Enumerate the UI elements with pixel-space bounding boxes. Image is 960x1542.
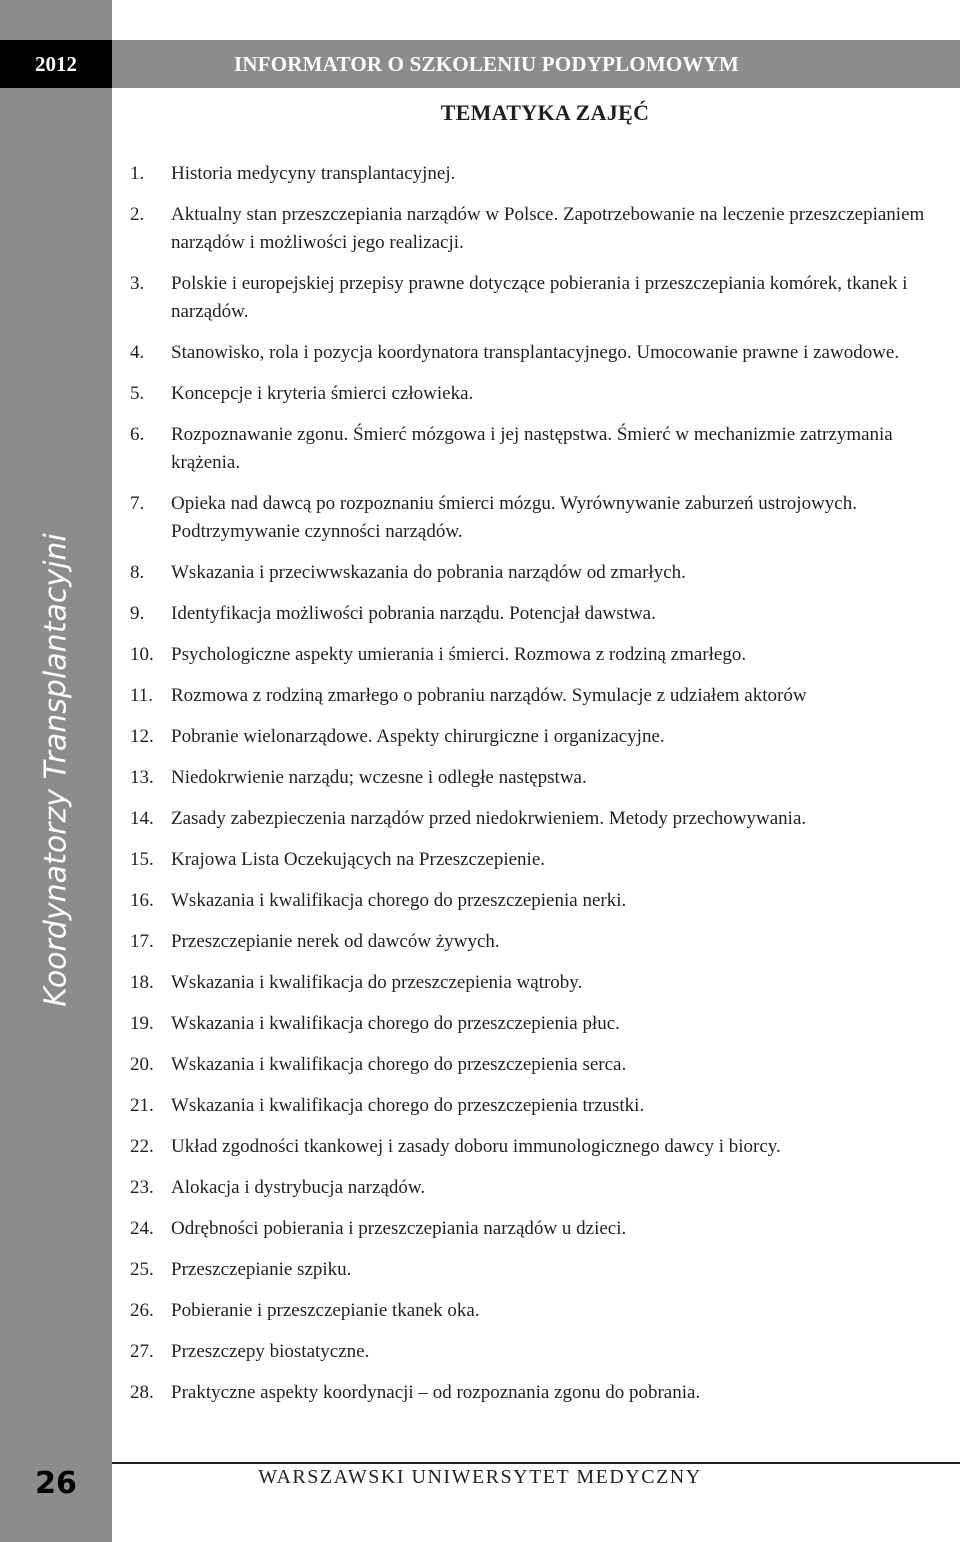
topic-text: Przeszczepianie nerek od dawców żywych. <box>171 931 500 952</box>
topic-number: 11. <box>130 685 154 706</box>
topic-number: 24. <box>130 1218 154 1239</box>
topic-number: 4. <box>130 342 145 363</box>
topic-item <box>130 887 950 915</box>
topic-number: 27. <box>130 1341 154 1362</box>
topic-number: 5. <box>130 383 145 404</box>
header-bar <box>112 40 960 88</box>
topic-item <box>130 1174 950 1202</box>
topic-item <box>130 1092 950 1120</box>
topic-text: Wskazania i kwalifikacja chorego do przeszczepienia trzustki. <box>171 1095 645 1116</box>
topic-text: Pobieranie i przeszczepianie tkanek oka. <box>171 1300 480 1321</box>
page-number: 26 <box>35 1466 77 1501</box>
topic-number: 9. <box>130 603 145 624</box>
topic-number: 22. <box>130 1136 154 1157</box>
topic-text: Identyfikacja możliwości pobrania narządu. Potencjał dawstwa. <box>171 603 656 624</box>
topic-number: 17. <box>130 931 154 952</box>
topic-item <box>130 339 950 367</box>
topic-text: Alokacja i dystrybucja narządów. <box>171 1177 426 1198</box>
footer-divider <box>112 1462 960 1464</box>
header-title: INFORMATOR O SZKOLENIU PODYPLOMOWYM <box>234 51 739 76</box>
topic-item <box>130 421 950 477</box>
topic-text: Przeszczepy biostatyczne. <box>171 1341 370 1362</box>
topic-item <box>130 641 950 669</box>
topic-number: 28. <box>130 1382 154 1403</box>
topic-item <box>130 559 950 587</box>
topic-item <box>130 201 950 257</box>
topic-number: 14. <box>130 808 154 829</box>
topic-number: 3. <box>130 273 145 294</box>
topic-text: Aktualny stan przeszczepiania narządów w Polsce. Zapotrzebowanie na leczenie przeszczepianiem narządów i możliwości jego realizacji. <box>171 204 925 253</box>
topic-number: 23. <box>130 1177 154 1198</box>
topic-item <box>130 682 950 710</box>
topic-item <box>130 1133 950 1161</box>
topic-number: 25. <box>130 1259 154 1280</box>
topic-item <box>130 1051 950 1079</box>
topic-item <box>130 270 950 326</box>
section-title: TEMATYKA ZAJĘĆ <box>440 100 650 125</box>
topic-item <box>130 600 950 628</box>
topic-item <box>130 490 950 546</box>
topic-item <box>130 1297 950 1325</box>
topic-text: Rozmowa z rodziną zmarłego o pobraniu narządów. Symulacje z udziałem aktorów <box>171 685 807 706</box>
topic-text: Niedokrwienie narządu; wczesne i odległe następstwa. <box>171 767 587 788</box>
topic-item <box>130 160 950 188</box>
topic-text: Historia medycyny transplantacyjnej. <box>171 163 456 184</box>
topic-item <box>130 1256 950 1284</box>
topic-number: 16. <box>130 890 154 911</box>
topic-text: Pobranie wielonarządowe. Aspekty chirurgiczne i organizacyjne. <box>171 726 665 747</box>
topic-item <box>130 1215 950 1243</box>
topic-item <box>130 764 950 792</box>
topic-number: 21. <box>130 1095 154 1116</box>
topic-text: Przeszczepianie szpiku. <box>171 1259 352 1280</box>
year-badge: 2012 <box>0 40 112 88</box>
topic-item <box>130 723 950 751</box>
topic-list <box>130 160 950 1420</box>
topic-text: Zasady zabezpieczenia narządów przed niedokrwieniem. Metody przechowywania. <box>171 808 807 829</box>
topic-text: Praktyczne aspekty koordynacji – od rozpoznania zgonu do pobrania. <box>171 1382 701 1403</box>
topic-text: Opieka nad dawcą po rozpoznaniu śmierci mózgu. Wyrównywanie zaburzeń ustrojowych. Podtrzymywanie czynności narządów. <box>171 493 857 542</box>
topic-number: 13. <box>130 767 154 788</box>
topic-number: 8. <box>130 562 145 583</box>
topic-number: 10. <box>130 644 154 665</box>
topic-text: Psychologiczne aspekty umierania i śmierci. Rozmowa z rodziną zmarłego. <box>171 644 747 665</box>
topic-text: Wskazania i kwalifikacja chorego do przeszczepienia płuc. <box>171 1013 620 1034</box>
topic-text: Wskazania i przeciwwskazania do pobrania narządów od zmarłych. <box>171 562 686 583</box>
topic-text: Polskie i europejskiej przepisy prawne dotyczące pobierania i przeszczepiania komórek, tkanek i narządów. <box>171 273 908 322</box>
topic-item <box>130 1379 950 1407</box>
topic-number: 15. <box>130 849 154 870</box>
topic-number: 26. <box>130 1300 154 1321</box>
topic-number: 18. <box>130 972 154 993</box>
sidebar-vertical-title: Koordynatorzy Transplantacyjni <box>38 533 74 1007</box>
topic-text: Wskazania i kwalifikacja chorego do przeszczepienia serca. <box>171 1054 627 1075</box>
topic-text: Układ zgodności tkankowej i zasady doboru immunologicznego dawcy i biorcy. <box>171 1136 781 1157</box>
topic-number: 12. <box>130 726 154 747</box>
topic-number: 7. <box>130 493 145 514</box>
topic-number: 1. <box>130 163 145 184</box>
topic-item <box>130 805 950 833</box>
topic-number: 6. <box>130 424 145 445</box>
topic-item <box>130 969 950 997</box>
topic-text: Wskazania i kwalifikacja chorego do przeszczepienia nerki. <box>171 890 627 911</box>
topic-text: Koncepcje i kryteria śmierci człowieka. <box>171 383 474 404</box>
sidebar <box>0 0 112 1542</box>
topic-item <box>130 1010 950 1038</box>
footer-text: WARSZAWSKI UNIWERSYTET MEDYCZNY <box>258 1466 702 1488</box>
topic-text: Rozpoznawanie zgonu. Śmierć mózgowa i jej następstwa. Śmierć w mechanizmie zatrzymania krążenia. <box>171 424 893 473</box>
topic-item <box>130 928 950 956</box>
topic-item <box>130 380 950 408</box>
topic-item <box>130 1338 950 1366</box>
topic-text: Krajowa Lista Oczekujących na Przeszczepienie. <box>171 849 545 870</box>
topic-number: 2. <box>130 204 145 225</box>
topic-item <box>130 846 950 874</box>
topic-number: 19. <box>130 1013 154 1034</box>
topic-text: Odrębności pobierania i przeszczepiania narządów u dzieci. <box>171 1218 627 1239</box>
topic-text: Wskazania i kwalifikacja do przeszczepienia wątroby. <box>171 972 583 993</box>
topic-number: 20. <box>130 1054 154 1075</box>
topic-text: Stanowisko, rola i pozycja koordynatora transplantacyjnego. Umocowanie prawne i zawodowe. <box>171 342 900 363</box>
